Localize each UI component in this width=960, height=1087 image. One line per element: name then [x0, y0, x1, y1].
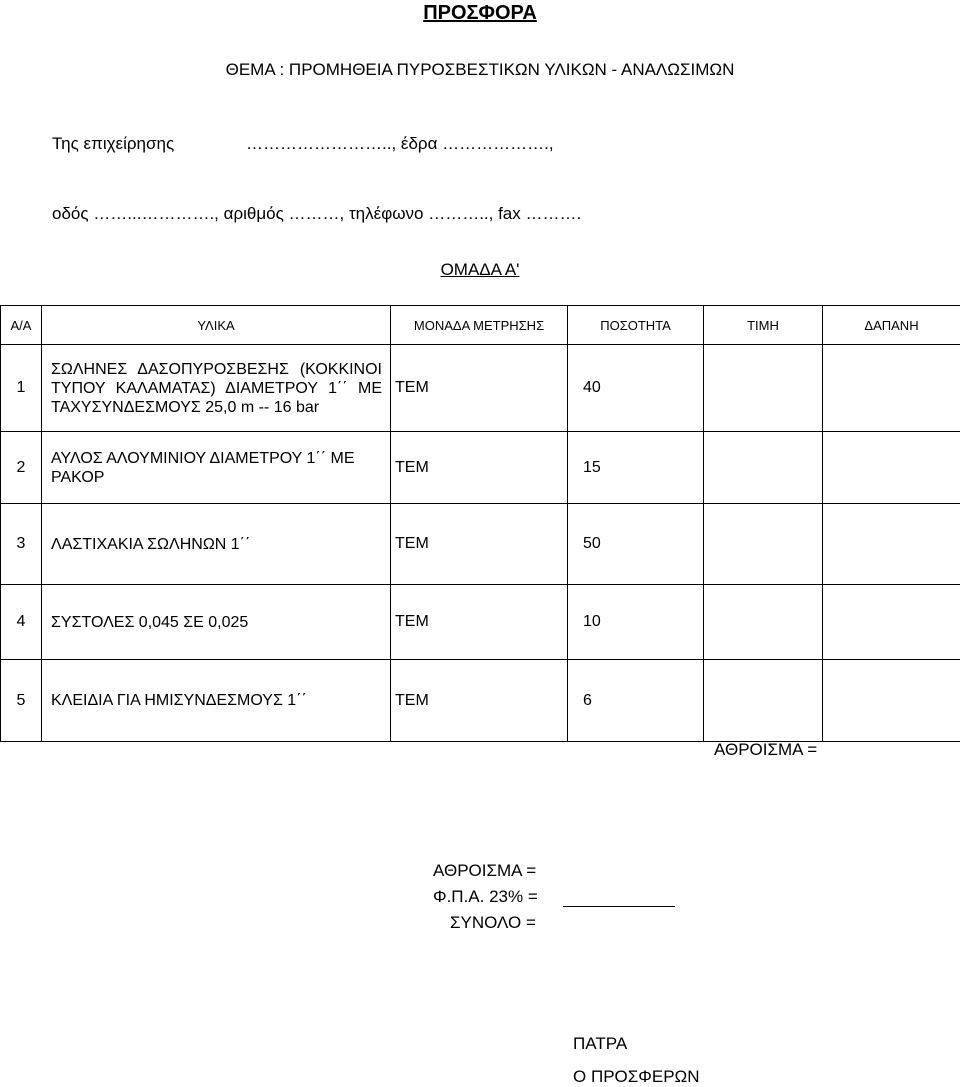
item-description: ΚΛΕΙΔΙΑ ΓΙΑ ΗΜΙΣΥΝΔΕΣΜΟΥΣ 1΄΄	[51, 691, 382, 710]
item-description-cell	[42, 432, 391, 504]
item-cost	[823, 585, 960, 660]
items-table	[0, 305, 960, 742]
row-number: 4	[1, 585, 42, 660]
item-description-cell	[42, 585, 391, 660]
item-description-cell	[42, 660, 391, 742]
signature-place: ΠΑΤΡΑ	[573, 1034, 627, 1054]
item-unit: ΤΕΜ	[391, 660, 568, 742]
row-number: 3	[1, 504, 42, 585]
company-address-line: οδός ……...…………., αριθμός ………, τηλέφωνο ……….., fax ……….	[52, 204, 581, 224]
signature-role: Ο ΠΡΟΣΦΕΡΩΝ	[573, 1067, 700, 1087]
item-unit: ΤΕΜ	[391, 432, 568, 504]
table-row	[1, 432, 960, 504]
item-price	[704, 504, 823, 585]
item-unit: ΤΕΜ	[391, 345, 568, 432]
item-price	[704, 660, 823, 742]
row-number: 2	[1, 432, 42, 504]
item-quantity: 40	[568, 345, 704, 432]
company-seat-fill: …………………….., έδρα ……………….,	[246, 134, 554, 154]
vat-underline	[563, 906, 675, 907]
item-description-cell	[42, 345, 391, 432]
item-unit: ΤΕΜ	[391, 585, 568, 660]
row-number: 1	[1, 345, 42, 432]
header-items: ΥΛΙΚΑ	[42, 306, 391, 345]
item-price	[704, 585, 823, 660]
item-quantity: 6	[568, 660, 704, 742]
document-subject: ΘΕΜΑ : ΠΡΟΜΗΘΕΙΑ ΠΥΡΟΣΒΕΣΤΙΚΩΝ ΥΛΙΚΩΝ - ΑΝΑΛΩΣΙΜΩΝ	[0, 60, 960, 80]
header-quantity: ΠΟΣΟΤΗΤΑ	[568, 306, 704, 345]
item-quantity: 10	[568, 585, 704, 660]
table-row	[1, 660, 960, 742]
item-cost	[823, 660, 960, 742]
header-cost: ΔΑΠΑΝΗ	[823, 306, 960, 345]
item-description-cell	[42, 504, 391, 585]
table-row	[1, 345, 960, 432]
item-cost	[823, 504, 960, 585]
item-unit: ΤΕΜ	[391, 504, 568, 585]
header-aa: Α/Α	[1, 306, 42, 345]
document-title: ΠΡΟΣΦΟΡΑ	[0, 2, 960, 25]
table-row	[1, 504, 960, 585]
group-title: ΟΜΑΔΑ Α'	[0, 260, 960, 280]
row-number: 5	[1, 660, 42, 742]
table-row	[1, 585, 960, 660]
item-quantity: 50	[568, 504, 704, 585]
item-price	[704, 345, 823, 432]
totals-total-label: ΣΥΝΟΛΟ =	[450, 913, 536, 933]
table-header-row	[1, 306, 960, 345]
item-quantity: 15	[568, 432, 704, 504]
header-unit: ΜΟΝΑΔΑ ΜΕΤΡΗΣΗΣ	[391, 306, 568, 345]
item-description: ΣΩΛΗΝΕΣ ΔΑΣΟΠΥΡΟΣΒΕΣΗΣ (ΚΟΚΚΙΝΟΙ ΤΥΠΟΥ ΚΑΛΑΜΑΤΑΣ) ΔΙΑΜΕΤΡΟΥ 1΄΄ ΜΕ ΤΑΧΥΣΥΝΔΕΣΜΟΥΣ 25,0 m -- 16 bar	[51, 360, 382, 417]
totals-vat-label: Φ.Π.Α. 23% =	[433, 887, 538, 907]
item-description: ΣΥΣΤΟΛΕΣ 0,045 ΣΕ 0,025	[51, 613, 382, 632]
item-description: ΑΥΛΟΣ ΑΛΟΥΜΙΝΙΟΥ ΔΙΑΜΕΤΡΟΥ 1΄΄ ΜΕ ΡΑΚΟΡ	[51, 449, 382, 487]
group-sum-label: ΑΘΡΟΙΣΜΑ =	[714, 740, 817, 760]
item-cost	[823, 432, 960, 504]
company-label: Της επιχείρησης	[52, 134, 174, 154]
totals-sum-label: ΑΘΡΟΙΣΜΑ =	[433, 861, 536, 881]
item-cost	[823, 345, 960, 432]
item-price	[704, 432, 823, 504]
item-description: ΛΑΣΤΙΧΑΚΙΑ ΣΩΛΗΝΩΝ 1΄΄	[51, 535, 382, 554]
header-price: ΤΙΜΗ	[704, 306, 823, 345]
